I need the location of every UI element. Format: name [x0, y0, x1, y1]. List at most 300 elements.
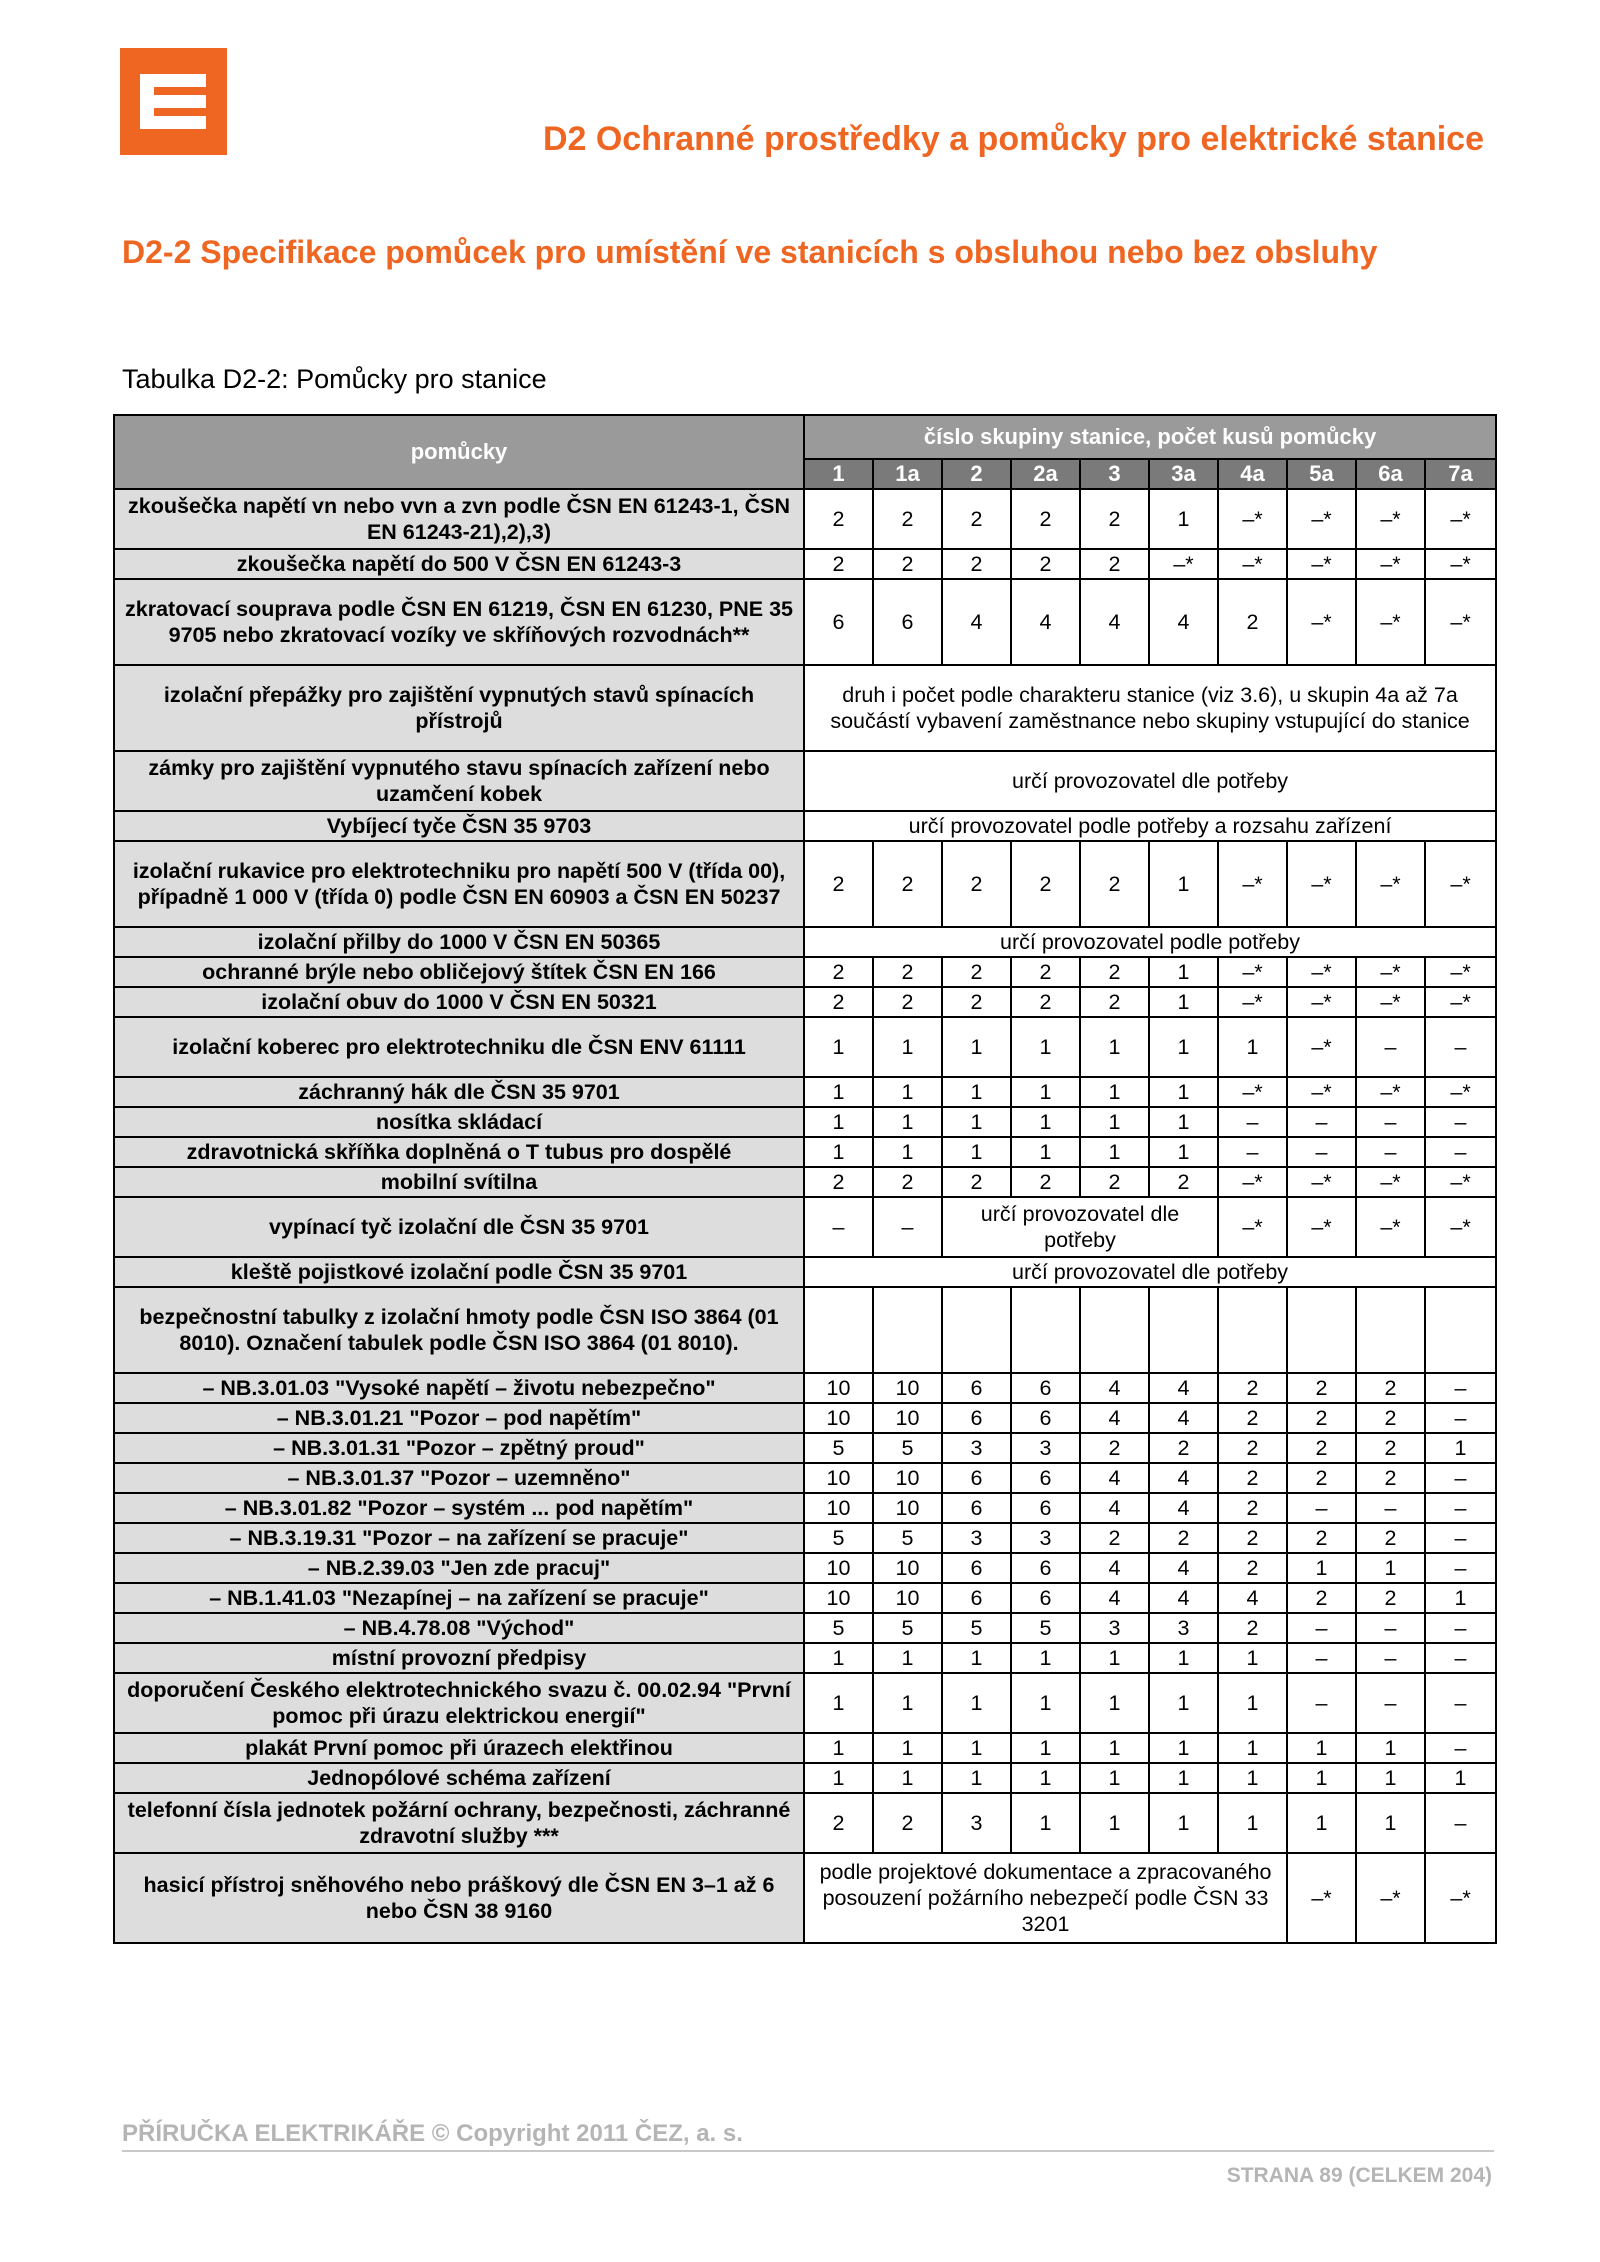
table-cell: 2	[1080, 489, 1149, 549]
table-cell: 2	[1011, 549, 1080, 579]
table-cell: –	[1425, 1403, 1496, 1433]
table-cell: 1	[1011, 1107, 1080, 1137]
table-cell: 2	[1356, 1403, 1425, 1433]
table-cell: 4	[942, 579, 1011, 665]
table-cell: 6	[1011, 1493, 1080, 1523]
table-cell: 2	[873, 957, 942, 987]
table-cell: 4	[1080, 1403, 1149, 1433]
table-cell: 2	[1149, 1523, 1218, 1553]
table-cell: 2	[873, 1793, 942, 1853]
table-cell: 6	[942, 1403, 1011, 1433]
table-cell: 2	[804, 957, 873, 987]
table-cell: 4	[1080, 1373, 1149, 1403]
table-cell: 6	[942, 1463, 1011, 1493]
table-cell: 5	[804, 1613, 873, 1643]
table-cell: 4	[1218, 1583, 1287, 1613]
group-header-6a: 6a	[1356, 459, 1425, 489]
table-cell: 2	[804, 1167, 873, 1197]
table-row	[114, 1017, 1496, 1077]
table-cell: –*	[1425, 1853, 1496, 1943]
table-cell: 1	[1356, 1553, 1425, 1583]
table-cell: 1	[1080, 1017, 1149, 1077]
row-label: záchranný hák dle ČSN 35 9701	[114, 1077, 804, 1107]
table-cell: 1	[1149, 1017, 1218, 1077]
table-cell: 1	[873, 1137, 942, 1167]
table-cell: –*	[1287, 1017, 1356, 1077]
table-row	[114, 1373, 1496, 1403]
table-cell: 6	[873, 579, 942, 665]
table-cell: 1	[1149, 987, 1218, 1017]
table-cell: 2	[942, 1167, 1011, 1197]
table-cell: 1	[873, 1077, 942, 1107]
table-row	[114, 1673, 1496, 1733]
table-cell: –*	[1425, 579, 1496, 665]
row-label: telefonní čísla jednotek požární ochrany, bezpečnosti, záchranné zdravotní služby ***	[114, 1793, 804, 1853]
table-cell: 4	[1149, 1583, 1218, 1613]
table-cell: 2	[873, 841, 942, 927]
row-label: mobilní svítilna	[114, 1167, 804, 1197]
table-cell: 2	[1287, 1403, 1356, 1433]
table-cell: –	[1287, 1137, 1356, 1167]
table-cell: 4	[1080, 1493, 1149, 1523]
table-cell: 2	[1011, 957, 1080, 987]
table-cell: 10	[804, 1583, 873, 1613]
table-row	[114, 1493, 1496, 1523]
table-cell: 5	[942, 1613, 1011, 1643]
row-label: Vybíjecí tyče ČSN 35 9703	[114, 811, 804, 841]
table-cell: –	[1425, 1553, 1496, 1583]
table-cell	[1011, 1287, 1080, 1373]
table-cell: 2	[1080, 549, 1149, 579]
table-cell: –*	[1218, 1167, 1287, 1197]
table-cell: 4	[1080, 1583, 1149, 1613]
table-cell: 1	[1011, 1733, 1080, 1763]
table-cell: –*	[1356, 957, 1425, 987]
table-cell: –*	[1356, 489, 1425, 549]
table-cell: 1	[1080, 1107, 1149, 1137]
table-cell: 1	[804, 1643, 873, 1673]
table-cell: 2	[1218, 1553, 1287, 1583]
table-cell: 1	[1011, 1017, 1080, 1077]
table-cell: 1	[1356, 1733, 1425, 1763]
table-cell: 1	[1218, 1673, 1287, 1733]
table-cell: 1	[1080, 1793, 1149, 1853]
table-cell: –	[1425, 1107, 1496, 1137]
table-cell: –*	[1218, 489, 1287, 549]
table-cell: –*	[1425, 987, 1496, 1017]
table-cell: –*	[1356, 1197, 1425, 1257]
table-cell: 10	[804, 1373, 873, 1403]
table-row	[114, 1197, 1496, 1257]
table-row	[114, 1733, 1496, 1763]
row-label: – NB.4.78.08 "Východ"	[114, 1613, 804, 1643]
table-cell: 6	[942, 1583, 1011, 1613]
table-cell: 2	[1149, 1167, 1218, 1197]
table-cell: 1	[942, 1137, 1011, 1167]
merged-note-cell: určí provozovatel dle potřeby	[942, 1197, 1218, 1257]
table-cell: 3	[1011, 1523, 1080, 1553]
table-cell: –	[1287, 1613, 1356, 1643]
table-cell: 1	[804, 1733, 873, 1763]
table-cell: 2	[1287, 1523, 1356, 1553]
row-label: vypínací tyč izolační dle ČSN 35 9701	[114, 1197, 804, 1257]
row-label: doporučení Českého elektrotechnického svazu č. 00.02.94 "První pomoc při úrazu elektrickou energií"	[114, 1673, 804, 1733]
table-cell: 2	[1287, 1463, 1356, 1493]
table-cell: 3	[1080, 1613, 1149, 1643]
table-cell: 1	[873, 1107, 942, 1137]
table-row	[114, 751, 1496, 811]
table-cell: 2	[1287, 1433, 1356, 1463]
merged-note-cell: určí provozovatel dle potřeby	[804, 1257, 1496, 1287]
section-title: D2-2 Specifikace pomůcek pro umístění ve stanicích s obsluhou nebo bez obsluhy	[122, 234, 1378, 270]
table-cell: 3	[942, 1433, 1011, 1463]
table-cell: 1	[942, 1733, 1011, 1763]
table-cell: –	[1287, 1673, 1356, 1733]
table-cell: 1	[1080, 1137, 1149, 1167]
table-cell: –	[1425, 1733, 1496, 1763]
table-row	[114, 811, 1496, 841]
table-cell: 6	[1011, 1373, 1080, 1403]
row-label: zámky pro zajištění vypnutého stavu spínacích zařízení nebo uzamčení kobek	[114, 751, 804, 811]
table-cell: –*	[1425, 841, 1496, 927]
row-label: zdravotnická skříňka doplněná o T tubus pro dospělé	[114, 1137, 804, 1167]
table-row	[114, 1613, 1496, 1643]
table-cell: 1	[1287, 1733, 1356, 1763]
table-row	[114, 549, 1496, 579]
table-cell: 1	[1149, 1643, 1218, 1673]
table-cell: 1	[873, 1673, 942, 1733]
table-cell: –	[1356, 1643, 1425, 1673]
table-cell: 5	[873, 1523, 942, 1553]
table-cell: 1	[1287, 1793, 1356, 1853]
merged-note-cell: určí provozovatel dle potřeby	[804, 751, 1496, 811]
table-row	[114, 957, 1496, 987]
table-cell: 1	[1287, 1553, 1356, 1583]
col-header-pomucky: pomůcky	[114, 415, 804, 489]
table-cell: –	[1356, 1493, 1425, 1523]
table-cell	[1080, 1287, 1149, 1373]
table-cell: 1	[1356, 1763, 1425, 1793]
row-label: – NB.3.01.82 "Pozor – systém ... pod napětím"	[114, 1493, 804, 1523]
table-row	[114, 1763, 1496, 1793]
row-label: – NB.1.41.03 "Nezapínej – na zařízení se pracuje"	[114, 1583, 804, 1613]
merged-note-cell: podle projektové dokumentace a zpracovaného posouzení požárního nebezpečí podle ČSN 33 3201	[804, 1853, 1287, 1943]
table-cell: –	[1425, 1793, 1496, 1853]
table-cell: –*	[1356, 1167, 1425, 1197]
table-cell: 4	[1149, 1463, 1218, 1493]
table-cell: 2	[1011, 987, 1080, 1017]
table-cell: 5	[873, 1433, 942, 1463]
table-cell: 2	[1356, 1433, 1425, 1463]
table-cell: 2	[942, 489, 1011, 549]
table-row	[114, 1077, 1496, 1107]
table-cell: 1	[804, 1017, 873, 1077]
table-cell: 4	[1149, 579, 1218, 665]
table-row	[114, 489, 1496, 549]
row-label: – NB.3.01.21 "Pozor – pod napětím"	[114, 1403, 804, 1433]
table-cell: 10	[873, 1463, 942, 1493]
table-cell: 2	[1080, 1433, 1149, 1463]
table-cell: –	[1425, 1613, 1496, 1643]
table-cell: 2	[1218, 1493, 1287, 1523]
table-cell: –*	[1218, 957, 1287, 987]
table-cell: –	[1356, 1137, 1425, 1167]
table-cell: 5	[873, 1613, 942, 1643]
table-cell: –	[873, 1197, 942, 1257]
table-cell: 10	[804, 1553, 873, 1583]
table-cell: 1	[1218, 1793, 1287, 1853]
table-cell: 1	[873, 1017, 942, 1077]
table-body	[114, 489, 1496, 1943]
row-label: bezpečnostní tabulky z izolační hmoty podle ČSN ISO 3864 (01 8010). Označení tabulek podle ČSN ISO 3864 (01 8010).	[114, 1287, 804, 1373]
table-cell	[804, 1287, 873, 1373]
table-cell: 1	[1287, 1763, 1356, 1793]
table-cell: 5	[804, 1523, 873, 1553]
row-label: izolační přepážky pro zajištění vypnutých stavů spínacích přístrojů	[114, 665, 804, 751]
table-row	[114, 1137, 1496, 1167]
table-row	[114, 665, 1496, 751]
table-cell: 1	[873, 1733, 942, 1763]
table-cell: 1	[804, 1763, 873, 1793]
table-cell: 1	[1425, 1763, 1496, 1793]
group-header-7a: 7a	[1425, 459, 1496, 489]
table-cell: 5	[1011, 1613, 1080, 1643]
table-cell: 2	[873, 549, 942, 579]
footer-divider	[122, 2150, 1494, 2152]
table-cell: 1	[1149, 957, 1218, 987]
table-cell: –*	[1425, 1167, 1496, 1197]
table-cell: 10	[873, 1583, 942, 1613]
table-cell: 2	[1080, 841, 1149, 927]
table-cell: 2	[804, 489, 873, 549]
table-cell: –	[1218, 1107, 1287, 1137]
table-cell: 3	[1149, 1613, 1218, 1643]
table-cell: –*	[1356, 579, 1425, 665]
table-cell: 4	[1080, 1463, 1149, 1493]
row-label: izolační rukavice pro elektrotechniku pro napětí 500 V (třída 00), případně 1 000 V (třída 0) podle ČSN EN 60903 a ČSN EN 50237	[114, 841, 804, 927]
table-row	[114, 987, 1496, 1017]
table-cell	[1218, 1287, 1287, 1373]
table-cell: 4	[1149, 1373, 1218, 1403]
table-row	[114, 841, 1496, 927]
table-cell: 1	[873, 1763, 942, 1793]
table-cell: 1	[804, 1673, 873, 1733]
row-label: hasicí přístroj sněhového nebo práškový dle ČSN EN 3–1 až 6 nebo ČSN 38 9160	[114, 1853, 804, 1943]
table-cell: 3	[942, 1793, 1011, 1853]
table-row	[114, 927, 1496, 957]
row-label: izolační přilby do 1000 V ČSN EN 50365	[114, 927, 804, 957]
table-cell: 1	[942, 1673, 1011, 1733]
table-caption: Tabulka D2-2: Pomůcky pro stanice	[122, 364, 547, 394]
table-cell: 1	[942, 1017, 1011, 1077]
table-cell: 10	[873, 1373, 942, 1403]
table-cell: 1	[1149, 1137, 1218, 1167]
table-row	[114, 1167, 1496, 1197]
table-row	[114, 1403, 1496, 1433]
row-label: – NB.3.01.03 "Vysoké napětí – životu nebezpečno"	[114, 1373, 804, 1403]
table-cell: –*	[1287, 489, 1356, 549]
table-cell: –*	[1287, 1077, 1356, 1107]
table-cell: 1	[942, 1077, 1011, 1107]
table-cell: 1	[1149, 1673, 1218, 1733]
cez-logo-mark	[120, 48, 227, 155]
table-cell: 2	[804, 1793, 873, 1853]
table-cell: 2	[873, 489, 942, 549]
table-cell: 4	[1149, 1403, 1218, 1433]
table-cell: 2	[1080, 1167, 1149, 1197]
table-cell	[1149, 1287, 1218, 1373]
table-cell: –	[1425, 1673, 1496, 1733]
table-row	[114, 1433, 1496, 1463]
table-cell: 1	[1218, 1643, 1287, 1673]
table-cell: 6	[804, 579, 873, 665]
table-cell: 2	[942, 957, 1011, 987]
table-cell: –*	[1218, 1077, 1287, 1107]
table-cell: –	[1356, 1017, 1425, 1077]
table-cell: 4	[1149, 1493, 1218, 1523]
table-cell: 2	[1080, 1523, 1149, 1553]
table-cell: 2	[1080, 957, 1149, 987]
table-cell: –	[1356, 1673, 1425, 1733]
table-cell: 2	[942, 841, 1011, 927]
table-cell: –	[1425, 1523, 1496, 1553]
table-cell: 1	[1356, 1793, 1425, 1853]
row-label: kleště pojistkové izolační podle ČSN 35 9701	[114, 1257, 804, 1287]
row-label: místní provozní předpisy	[114, 1643, 804, 1673]
table-cell: –	[1425, 1137, 1496, 1167]
table-cell: –	[804, 1197, 873, 1257]
row-label: – NB.2.39.03 "Jen zde pracuj"	[114, 1553, 804, 1583]
table-cell: 2	[1149, 1433, 1218, 1463]
table-cell: 3	[942, 1523, 1011, 1553]
table-cell: 1	[1011, 1643, 1080, 1673]
table-cell: 10	[804, 1493, 873, 1523]
table-cell: 1	[804, 1137, 873, 1167]
table-cell: –*	[1425, 1077, 1496, 1107]
table-cell: 2	[1218, 579, 1287, 665]
table-cell: 1	[1149, 1763, 1218, 1793]
table-cell: –	[1287, 1107, 1356, 1137]
table-cell: 2	[1287, 1583, 1356, 1613]
table-cell: 1	[942, 1643, 1011, 1673]
table-row	[114, 1257, 1496, 1287]
table-cell: –*	[1287, 549, 1356, 579]
table-cell: –	[1218, 1137, 1287, 1167]
group-header-1: 1	[804, 459, 873, 489]
table-row	[114, 1523, 1496, 1553]
table-cell: 6	[942, 1553, 1011, 1583]
table-cell: 4	[1149, 1553, 1218, 1583]
row-label: zkratovací souprava podle ČSN EN 61219, ČSN EN 61230, PNE 35 9705 nebo zkratovací vozíky ve skříňových rozvodnách**	[114, 579, 804, 665]
table-cell: 1	[804, 1077, 873, 1107]
table-cell: 2	[1218, 1373, 1287, 1403]
table-cell: 4	[1011, 579, 1080, 665]
group-header-4a: 4a	[1218, 459, 1287, 489]
table-cell: –*	[1425, 957, 1496, 987]
table-cell	[1287, 1287, 1356, 1373]
table-row	[114, 579, 1496, 665]
table-row	[114, 1583, 1496, 1613]
table-cell: 2	[1218, 1463, 1287, 1493]
table-cell: 1	[1149, 1793, 1218, 1853]
table-cell: 2	[804, 987, 873, 1017]
group-header-2: 2	[942, 459, 1011, 489]
table-row	[114, 1643, 1496, 1673]
table-cell: 1	[1218, 1017, 1287, 1077]
table-cell: 5	[804, 1433, 873, 1463]
table-cell: 1	[1080, 1643, 1149, 1673]
row-label: zkoušečka napětí do 500 V ČSN EN 61243-3	[114, 549, 804, 579]
table-cell: 2	[1218, 1613, 1287, 1643]
table-cell: 6	[1011, 1403, 1080, 1433]
table-row	[114, 1287, 1496, 1373]
table-cell: –	[1356, 1613, 1425, 1643]
table-cell	[1425, 1287, 1496, 1373]
table-cell: –	[1356, 1107, 1425, 1137]
table-cell: –*	[1149, 549, 1218, 579]
table-cell	[1356, 1287, 1425, 1373]
table-cell: –	[1425, 1373, 1496, 1403]
table-cell: 1	[942, 1763, 1011, 1793]
table-cell: 1	[1149, 1107, 1218, 1137]
table-cell: 1	[1080, 1763, 1149, 1793]
table-cell: 1	[1011, 1077, 1080, 1107]
table-cell: 10	[873, 1553, 942, 1583]
table-cell	[942, 1287, 1011, 1373]
table-cell: –	[1425, 1493, 1496, 1523]
table-cell: 1	[942, 1107, 1011, 1137]
table-cell: 4	[1080, 579, 1149, 665]
table-cell: –*	[1287, 987, 1356, 1017]
table-cell: –	[1425, 1017, 1496, 1077]
table-cell: –*	[1287, 579, 1356, 665]
table-cell: 1	[1218, 1763, 1287, 1793]
table-cell: –	[1425, 1643, 1496, 1673]
table-cell: 1	[1080, 1673, 1149, 1733]
row-label: – NB.3.19.31 "Pozor – na zařízení se pracuje"	[114, 1523, 804, 1553]
table-cell: 2	[1356, 1373, 1425, 1403]
table-cell: –*	[1425, 489, 1496, 549]
group-header-3: 3	[1080, 459, 1149, 489]
table-cell: 1	[1425, 1433, 1496, 1463]
row-label: zkoušečka napětí vn nebo vvn a zvn podle ČSN EN 61243-1, ČSN EN 61243-21),2),3)	[114, 489, 804, 549]
table-cell: 6	[942, 1373, 1011, 1403]
row-label: nosítka skládací	[114, 1107, 804, 1137]
table-cell: –*	[1287, 1167, 1356, 1197]
table-cell: –*	[1218, 1197, 1287, 1257]
table-cell: –*	[1356, 987, 1425, 1017]
row-label: ochranné brýle nebo obličejový štítek ČSN EN 166	[114, 957, 804, 987]
table-cell: 1	[1011, 1673, 1080, 1733]
table-cell: 1	[1011, 1793, 1080, 1853]
table-cell: 2	[1356, 1583, 1425, 1613]
table-cell: 2	[873, 1167, 942, 1197]
table-cell	[873, 1287, 942, 1373]
footer-copyright: PŘÍRUČKA ELEKTRIKÁŘE © Copyright 2011 ČEZ, a. s.	[122, 2120, 743, 2147]
table-cell: –*	[1425, 549, 1496, 579]
table-cell: 1	[1011, 1137, 1080, 1167]
table-cell: 2	[942, 549, 1011, 579]
row-label: plakát První pomoc při úrazech elektřinou	[114, 1733, 804, 1763]
table-row	[114, 1553, 1496, 1583]
table-cell: –	[1287, 1643, 1356, 1673]
table-cell: –	[1425, 1463, 1496, 1493]
table-cell: 10	[804, 1403, 873, 1433]
table-cell: 1	[1149, 1077, 1218, 1107]
table-cell: –	[1287, 1493, 1356, 1523]
table-row	[114, 1107, 1496, 1137]
table-cell: 10	[873, 1403, 942, 1433]
